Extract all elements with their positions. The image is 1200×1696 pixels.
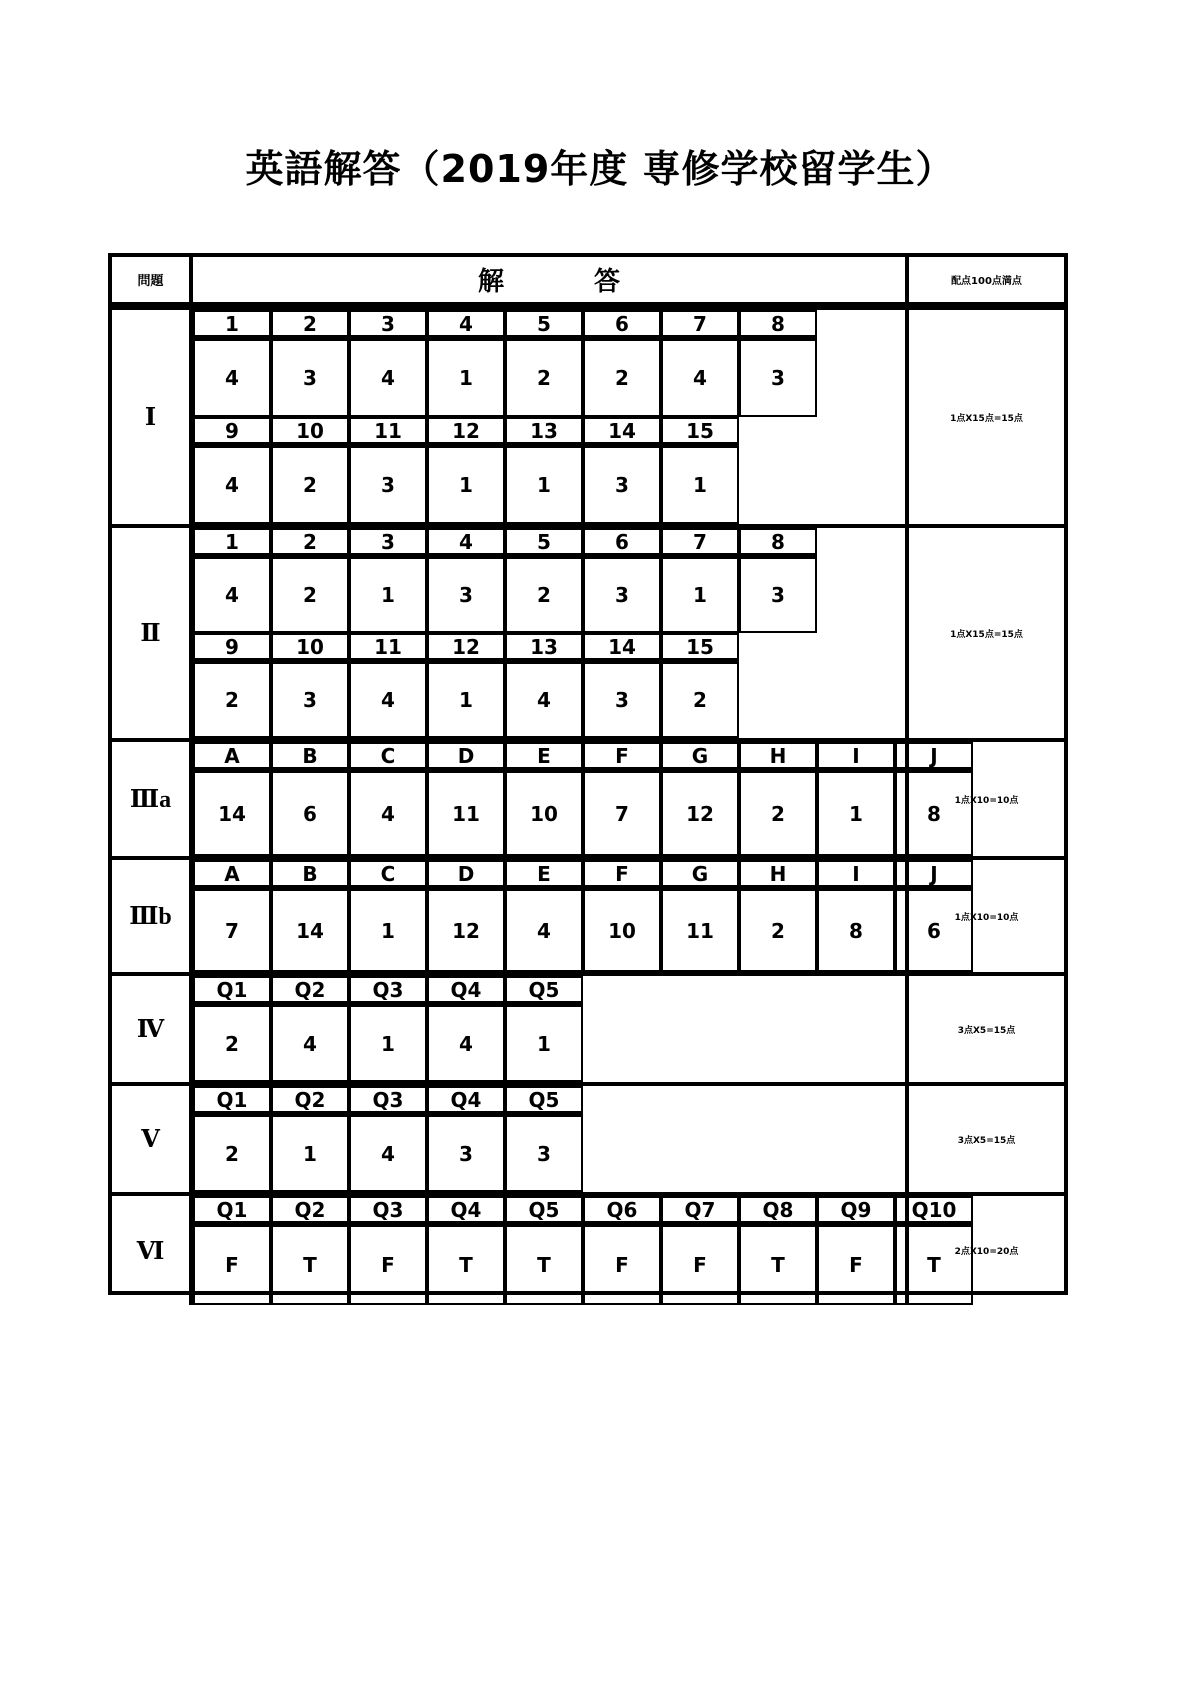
answer-value: F [583,1225,661,1305]
answer-value: 14 [271,889,349,972]
answer-value: 4 [271,1005,349,1082]
answer-label: 15 [661,633,739,662]
header-answer: 解答 [477,267,710,297]
answer-label: 10 [271,633,349,662]
answer-value: 4 [349,771,427,856]
answer-value: 2 [193,1115,271,1192]
answer-label: I [817,860,895,889]
header-question: 問題 [112,257,193,302]
section-IIIb [112,856,1064,972]
answer-label: C [349,742,427,771]
answer-label: 3 [349,310,427,339]
answer-label: 9 [193,633,271,662]
answer-value: 1 [427,339,505,417]
answer-value: 6 [895,889,973,972]
answer-label: 12 [427,633,505,662]
answer-value: 3 [427,557,505,633]
answer-label: 14 [583,633,661,662]
answer-value: 2 [271,446,349,524]
answer-value: 11 [661,889,739,972]
answer-value: 10 [583,889,661,972]
question-number: Ⅲa [112,742,193,856]
section-V [112,1082,1064,1192]
question-number: Ⅰ [112,310,193,524]
answer-value: F [817,1225,895,1305]
answer-label: Q10 [895,1196,973,1225]
answer-label: Q5 [505,1196,583,1225]
question-number: Ⅲb [112,860,193,972]
answer-label: 5 [505,528,583,557]
answer-label: I [817,742,895,771]
answer-label: E [505,860,583,889]
answer-label: Q4 [427,1196,505,1225]
answer-value: 1 [349,1005,427,1082]
answer-label: Q3 [349,1086,427,1115]
answer-value: 1 [661,446,739,524]
answer-label: 8 [739,310,817,339]
answer-value: 12 [427,889,505,972]
score-cell: 1点X10=10点 [905,742,1064,856]
answer-label: H [739,860,817,889]
score-cell: 1点X10=10点 [905,860,1064,972]
answer-value: 4 [193,557,271,633]
answer-label: B [271,860,349,889]
answer-value: 11 [427,771,505,856]
answer-value: 2 [505,557,583,633]
answer-value: 12 [661,771,739,856]
answer-label: 3 [349,528,427,557]
answer-label: 14 [583,417,661,446]
answer-value: 2 [271,557,349,633]
score-cell: 3点X5=15点 [905,1086,1064,1192]
header-score: 配点100点満点 [905,257,1064,302]
answer-value: 2 [193,1005,271,1082]
answer-label: F [583,742,661,771]
answer-label: 1 [193,310,271,339]
score-cell: 3点X5=15点 [905,976,1064,1082]
answer-value: 8 [895,771,973,856]
answer-value: 1 [505,446,583,524]
answer-label: Q1 [193,976,271,1005]
answer-value: 1 [505,1005,583,1082]
answer-label: Q2 [271,1196,349,1225]
answer-label: 11 [349,417,427,446]
answer-label: J [895,860,973,889]
answer-label: B [271,742,349,771]
answer-label: Q7 [661,1196,739,1225]
answer-value: 3 [739,339,817,417]
answer-value: 1 [427,662,505,738]
answer-value: T [739,1225,817,1305]
answer-value: 3 [271,339,349,417]
answer-value: 3 [583,446,661,524]
answer-value: 4 [427,1005,505,1082]
answer-value: 6 [271,771,349,856]
answer-value: F [349,1225,427,1305]
answer-value: F [661,1225,739,1305]
answer-value: 3 [271,662,349,738]
answer-label: 1 [193,528,271,557]
answer-label: E [505,742,583,771]
answer-label: 6 [583,310,661,339]
answer-value: 4 [505,889,583,972]
answer-label: 6 [583,528,661,557]
answer-table [108,253,1068,1295]
answer-label: D [427,742,505,771]
answer-value: 3 [739,557,817,633]
answer-label: 7 [661,310,739,339]
section-VI [112,1192,1064,1305]
answer-value: 3 [583,557,661,633]
answer-value: 4 [661,339,739,417]
answer-value: 2 [739,889,817,972]
section-II [112,524,1064,738]
question-number: Ⅱ [112,528,193,738]
answer-value: 1 [817,771,895,856]
answer-value: 7 [193,889,271,972]
answer-label: 9 [193,417,271,446]
answer-label: Q1 [193,1196,271,1225]
answer-label: A [193,860,271,889]
answer-value: 8 [817,889,895,972]
answer-value: T [505,1225,583,1305]
answer-value: 4 [349,662,427,738]
answer-label: Q8 [739,1196,817,1225]
answer-value: 4 [349,339,427,417]
table-header [112,257,1064,306]
answer-label: 4 [427,310,505,339]
answer-value: F [193,1225,271,1305]
answer-value: 14 [193,771,271,856]
answer-value: T [895,1225,973,1305]
answer-value: 2 [661,662,739,738]
answer-label: 11 [349,633,427,662]
answer-label: 2 [271,310,349,339]
answer-value: 4 [193,446,271,524]
answer-label: Q1 [193,1086,271,1115]
answer-value: 2 [583,339,661,417]
page-title: 英語解答（2019年度 専修学校留学生） [245,147,955,191]
answer-label: 13 [505,417,583,446]
score-cell: 2点X10=20点 [905,1196,1064,1305]
answer-value: 2 [739,771,817,856]
answer-label: Q4 [427,1086,505,1115]
answer-label: F [583,860,661,889]
answer-value: 4 [349,1115,427,1192]
answer-value: 7 [583,771,661,856]
answer-value: 4 [505,662,583,738]
answer-value: 10 [505,771,583,856]
answer-label: A [193,742,271,771]
answer-value: T [427,1225,505,1305]
answer-label: 13 [505,633,583,662]
answer-label: J [895,742,973,771]
question-number: Ⅳ [112,976,193,1082]
answer-label: G [661,860,739,889]
question-number: Ⅵ [112,1196,193,1305]
answer-label: Q2 [271,976,349,1005]
answer-label: 7 [661,528,739,557]
answer-label: Q2 [271,1086,349,1115]
answer-value: 3 [427,1115,505,1192]
answer-value: 1 [349,889,427,972]
answer-value: 2 [193,662,271,738]
section-IIIa [112,738,1064,856]
answer-label: 8 [739,528,817,557]
answer-value: 2 [505,339,583,417]
answer-value: 3 [349,446,427,524]
answer-label: 2 [271,528,349,557]
answer-label: C [349,860,427,889]
question-number: Ⅴ [112,1086,193,1192]
answer-label: Q6 [583,1196,661,1225]
answer-label: 12 [427,417,505,446]
score-cell: 1点X15点=15点 [905,310,1064,524]
answer-value: 1 [349,557,427,633]
answer-label: 5 [505,310,583,339]
answer-label: D [427,860,505,889]
answer-label: G [661,742,739,771]
score-cell: 1点X15点=15点 [905,528,1064,738]
answer-label: Q4 [427,976,505,1005]
answer-label: Q3 [349,976,427,1005]
answer-label: 15 [661,417,739,446]
answer-value: T [271,1225,349,1305]
answer-label: Q3 [349,1196,427,1225]
answer-value: 1 [271,1115,349,1192]
section-IV [112,972,1064,1082]
answer-label: Q5 [505,1086,583,1115]
answer-value: 3 [505,1115,583,1192]
answer-label: 4 [427,528,505,557]
answer-label: Q5 [505,976,583,1005]
answer-value: 4 [193,339,271,417]
answer-label: 10 [271,417,349,446]
section-I [112,306,1064,524]
answer-value: 1 [427,446,505,524]
answer-value: 3 [583,662,661,738]
answer-label: Q9 [817,1196,895,1225]
answer-value: 1 [661,557,739,633]
answer-label: H [739,742,817,771]
